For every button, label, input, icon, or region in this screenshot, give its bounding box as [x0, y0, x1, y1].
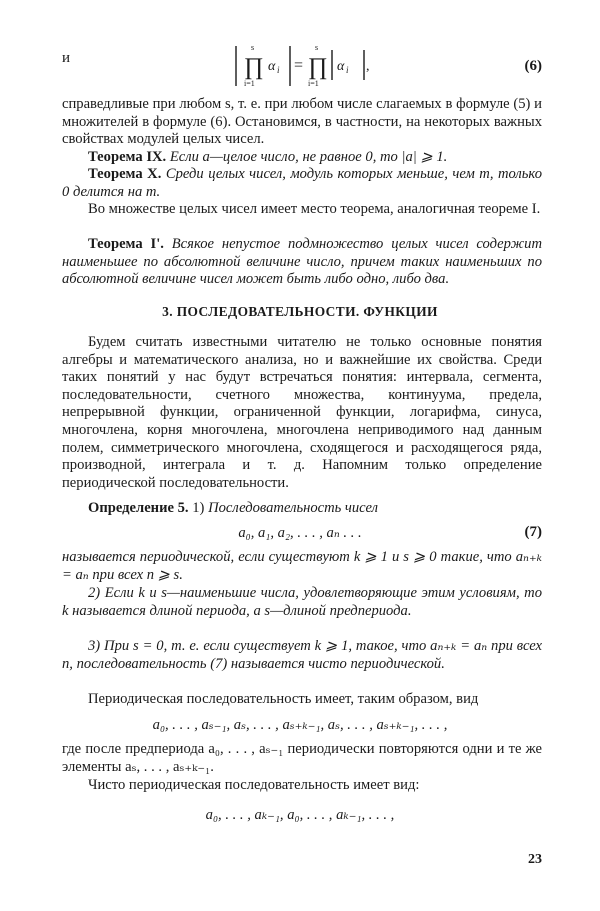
paragraph-periodic-def: называется периодической, если существуют k ⩾ 1 и s ⩾ 0 такие, что aₙ₊ₖ = aₙ при всех n ⩾ s.: [62, 549, 542, 583]
theorem-9-label: Теорема IX.: [88, 149, 167, 165]
definition-5: [62, 500, 542, 518]
paragraph-preperiod: где после предпериода a₀, . . . , aₛ₋₁ периодически повторяются одни и те же элементы aₛ, . . . , aₛ₊ₖ₋₁.: [62, 741, 542, 775]
equation-number-7: (7): [524, 524, 542, 540]
theorem-10-text: Среди целых чисел, модуль которых меньше, чем m, только 0 делится на m.: [62, 166, 542, 200]
definition-5-item-text: Последовательность чисел: [208, 500, 378, 516]
theorem-10-label: Теорема X.: [88, 166, 162, 182]
svg-text:i: i: [346, 65, 349, 75]
theorem-9: [62, 149, 542, 167]
paragraph-form: Периодическая последовательность имеет, таким образом, вид: [88, 691, 479, 707]
theorem-9-text: Если a—целое число, не равное 0, то |a| ⩾ 1.: [169, 149, 448, 165]
conjunction-i: и: [62, 50, 71, 66]
equation-number-6: (6): [524, 58, 542, 74]
svg-text:i=1: i=1: [244, 79, 255, 88]
paragraph-period-length: 2) Если k и s—наименьшие числа, удовлетворяющие этим условиям, то k называется длиной периода, а s—длиной предпериода.: [62, 585, 542, 619]
paragraph-analogous: Во множестве целых чисел имеет место теорема, аналогичная теореме I.: [88, 201, 541, 217]
paragraph-validity: справедливые при любом s, т. е. при любом числе слагаемых в формуле (5) и множителей в формуле (6). Остановимся, в частности, на некоторых важных свойствах модулей целых чисел.: [62, 96, 542, 148]
theorem-1-prime-text: Всякое непустое подмножество целых чисел содержит наименьшее по абсолютной величине число, причем таких наименьших по абсолютной величине чисел может быть либо одно, либо два.: [62, 236, 542, 288]
definition-5-item-number: 1): [192, 500, 205, 516]
paragraph-concepts: Будем считать известными читателю не только основные понятия алгебры и математического анализа, но и важнейшие их свойства. Среди таких понятий у нас будут встречаться понятия: интервала, сегмента, последовательности, счетного множества, континуума, предела, непрерывной функции, ограниченной функции, логарифма, синуса, многочлена, корня многочлена, многочлена неприводимого над данным полем, симметрического многочлена, сходящегося и расходящегося ряда, производной, интеграла и т. д. Напомним только определение периодической последовательности.: [62, 334, 542, 491]
section-heading: 3. ПОСЛЕДОВАТЕЛЬНОСТИ. ФУНКЦИИ: [162, 304, 438, 319]
paragraph-purely-form: Чисто периодическая последовательность имеет вид:: [88, 777, 420, 793]
formula-6: [230, 40, 370, 92]
svg-text:i: i: [277, 65, 280, 75]
theorem-10: [62, 166, 542, 201]
definition-5-label: Определение 5.: [88, 500, 189, 516]
svg-text:∏: ∏: [308, 54, 328, 80]
svg-text:,: ,: [366, 59, 370, 74]
svg-text:∏: ∏: [244, 54, 264, 80]
svg-text:=: =: [294, 57, 304, 74]
page-number: 23: [528, 852, 542, 867]
svg-text:i=1: i=1: [308, 79, 319, 88]
theorem-1-prime-label: Теорема I'.: [88, 236, 164, 252]
equation-7: a₀, a₁, a₂, . . . , aₙ . . .: [238, 525, 362, 541]
svg-text:s: s: [315, 43, 319, 52]
paragraph-purely-periodic: 3) При s = 0, т. е. если существует k ⩾ 1, такое, что aₙ₊ₖ = aₙ при всех n, последовательность (7) называется чисто периодической.: [62, 638, 542, 672]
svg-text:s: s: [251, 43, 255, 52]
equation-periodic-form: a₀, . . . , aₛ₋₁, aₛ, . . . , aₛ₊ₖ₋₁, aₛ, . . . , aₛ₊ₖ₋₁, . . . ,: [152, 717, 448, 733]
equation-purely-periodic-form: a₀, . . . , aₖ₋₁, a₀, . . . , aₖ₋₁, . . . ,: [205, 807, 395, 823]
svg-text:α: α: [268, 59, 276, 74]
theorem-1-prime: [62, 236, 542, 289]
svg-text:α: α: [337, 59, 345, 74]
